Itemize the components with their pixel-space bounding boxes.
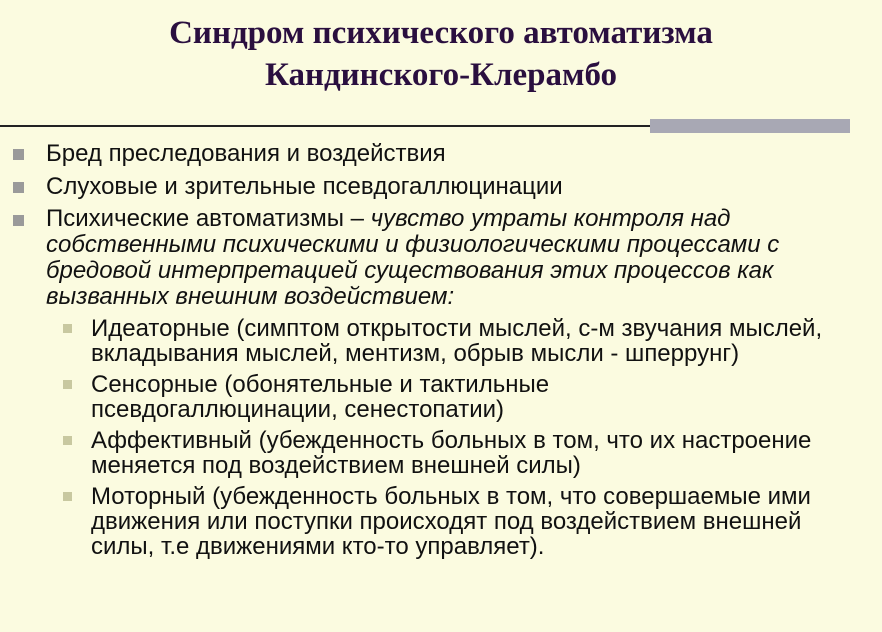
title-divider-accent: [650, 119, 850, 133]
title-divider-line: [0, 125, 650, 127]
title-line-1: Синдром психического автоматизма: [169, 15, 713, 51]
list-item: [0, 140, 882, 167]
sub-list-item: [0, 484, 836, 559]
square-bullet-icon: [63, 492, 72, 501]
list-item-definition: чувство утраты контроля над собственными психическими и физиологическими процессами с бредовой интерпретацией существования этих процессов как вызванных внешним воздействием:: [46, 205, 780, 310]
sub-list-item-text: Моторный (убежденность больных в том, что совершаемые ими движения или поступки происходят под воздействием внешней силы, т.е движениями кто-то управляет).: [91, 483, 811, 560]
square-bullet-icon: [63, 324, 72, 333]
slide-title: [0, 12, 882, 96]
square-bullet-icon: [13, 182, 24, 193]
square-bullet-icon: [13, 215, 24, 226]
sub-list-item: [0, 316, 836, 366]
square-bullet-icon: [13, 149, 24, 160]
title-line-2: Кандинского-Клерамбо: [264, 57, 618, 93]
sub-list-item-text: Аффективный (убежденность больных в том, что их настроение меняется под воздействием внешней силы): [91, 427, 812, 479]
list-item-text: Психические автоматизмы –: [46, 205, 371, 232]
sub-list-item: [0, 372, 651, 422]
list-item: [0, 206, 836, 310]
list-item: [0, 173, 882, 200]
sub-list-item-text: Идеаторные (симптом открытости мыслей, с-м звучания мыслей, вкладывания мыслей, ментизм, обрыв мысли - шперрунг): [91, 315, 823, 367]
sub-list-item-text: Сенсорные (обонятельные и тактильные псевдогаллюцинации, сенестопатии): [91, 371, 550, 423]
list-item-text: Слуховые и зрительные псевдогаллюцинации: [46, 173, 563, 200]
bullet-list: [0, 140, 882, 559]
list-item-text: Бред преследования и воздействия: [46, 140, 446, 167]
square-bullet-icon: [63, 436, 72, 445]
sub-list-item: [0, 428, 836, 478]
square-bullet-icon: [63, 380, 72, 389]
